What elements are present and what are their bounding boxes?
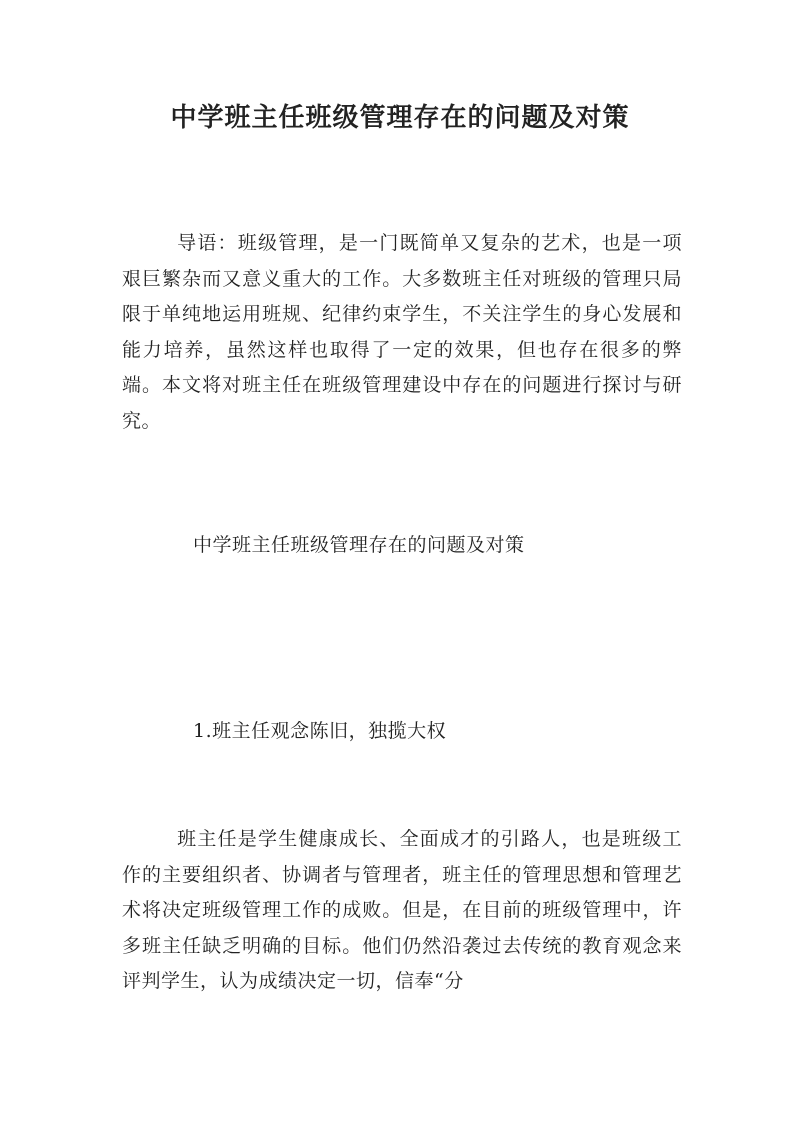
section-1-paragraph: 班主任是学生健康成长、全面成才的引路人，也是班级工作的主要组织者、协调者与管理者，班主任的管理思想和管理艺术将决定班级管理工作的成败。但是，在目前的班级管理中，许多班主任缺乏明确的目标。他们仍然沿袭过去传统的教育观念来评判学生，认为成绩决定一切，信奉“分 [122,828,682,992]
section-1-heading: 1.班主任观念陈旧，独揽大权 [193,720,447,742]
document-title: 中学班主任班级管理存在的问题及对策 [170,103,630,133]
subtitle-heading: 中学班主任班级管理存在的问题及对策 [193,534,525,556]
intro-paragraph: 导语：班级管理，是一门既简单又复杂的艺术，也是一项艰巨繁杂而又意义重大的工作。大多数班主任对班级的管理只局限于单纯地运用班规、纪律约束学生，不关注学生的身心发展和能力培养，虽然这样也取得了一定的效果，但也存在很多的弊端。本文将对班主任在班级管理建设中存在的问题进行探讨与研究。 [122,232,682,432]
